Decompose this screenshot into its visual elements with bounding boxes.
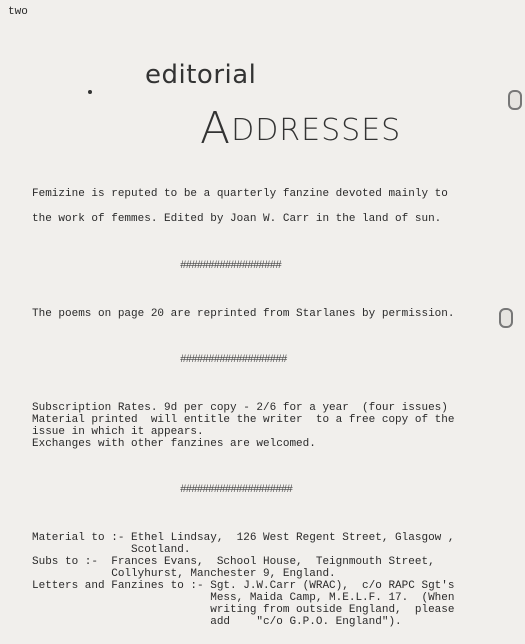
intro-line-2: the work of femmes. Edited by Joan W. Carr in the land of sun. xyxy=(32,213,442,225)
title-initial: A xyxy=(200,103,232,154)
staple-ring-top xyxy=(508,90,522,110)
subscription-line-2: Material printed will entitle the writer to a free copy of the xyxy=(32,414,455,426)
letters-line-3: writing from outside England, please xyxy=(32,604,455,616)
letters-line-4: add "c/o G.P.O. England"). xyxy=(32,616,402,628)
title-addresses xyxy=(200,100,402,154)
ink-dot xyxy=(88,90,92,94)
staple-ring-middle xyxy=(499,308,513,328)
letters-line-1: Letters and Fanzines to :- Sgt. J.W.Carr (WRAC), c/o RAPC Sgt's xyxy=(32,580,455,592)
subscription-line-3: issue in which it appears. xyxy=(32,426,204,438)
subscription-line-4: Exchanges with other fanzines are welcomed. xyxy=(32,438,316,450)
title-rest: DDRESSES xyxy=(231,113,402,148)
title-editorial: editorial xyxy=(145,60,257,90)
subs-line-1: Subs to :- Frances Evans, School House, Teignmouth Street, xyxy=(32,556,435,568)
material-line-1: Material to :- Ethel Lindsay, 126 West Regent Street, Glasgow , xyxy=(32,532,455,544)
letters-line-2: Mess, Maida Camp, M.E.L.F. 17. (When xyxy=(32,592,455,604)
material-line-2: Scotland. xyxy=(32,544,191,556)
poems-note: The poems on page 20 are reprinted from Starlanes by permission. xyxy=(32,308,455,320)
subscription-line-1: Subscription Rates. 9d per copy - 2/6 for a year (four issues) xyxy=(32,402,448,414)
subs-line-2: Collyhurst, Manchester 9, England. xyxy=(32,568,336,580)
divider-3: #################### xyxy=(180,484,293,496)
divider-1: ################## xyxy=(180,260,281,272)
divider-2: ################### xyxy=(180,354,287,366)
page-number: two xyxy=(8,6,28,18)
intro-line-1: Femizine is reputed to be a quarterly fanzine devoted mainly to xyxy=(32,188,448,200)
